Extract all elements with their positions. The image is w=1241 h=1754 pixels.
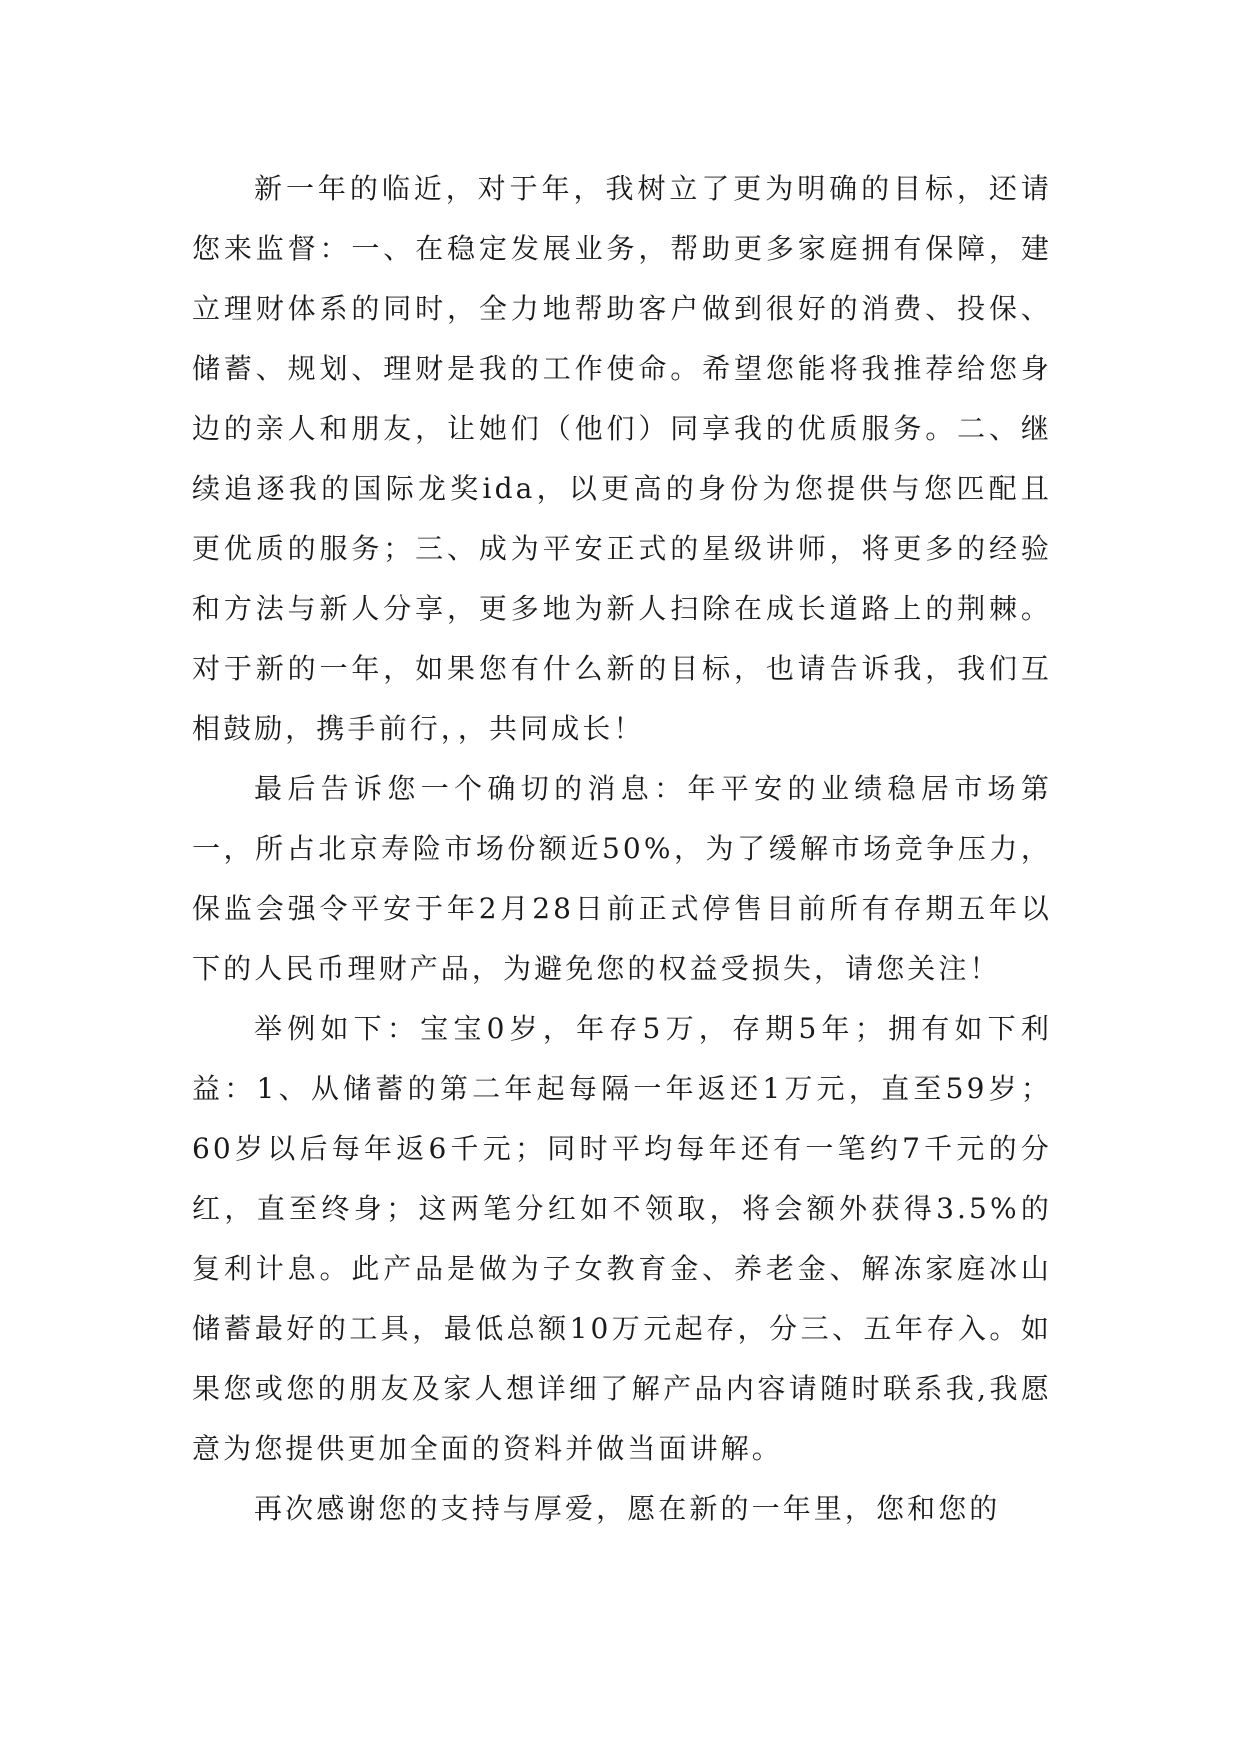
document-body [192, 159, 1052, 1539]
paragraph-goals: 新一年的临近，对于年，我树立了更为明确的目标，还请您来监督：一、在稳定发展业务，帮助更多家庭拥有保障，建立理财体系的同时，全力地帮助客户做到很好的消费、投保、储蓄、规划、理财是我的工作使命。希望您能将我推荐给您身边的亲人和朋友，让她们（他们）同享我的优质服务。二、继续追逐我的国际龙奖ida，以更高的身份为您提供与您匹配且更优质的服务；三、成为平安正式的星级讲师，将更多的经验和方法与新人分享，更多地为新人扫除在成长道路上的荆棘。对于新的一年，如果您有什么新的目标，也请告诉我，我们互相鼓励，携手前行，，共同成长！ [192, 172, 1052, 745]
paragraph-example: 举例如下：宝宝0岁，年存5万，存期5年；拥有如下利益：1、从储蓄的第二年起每隔一年返还1万元，直至59岁；60岁以后每年返6千元；同时平均每年还有一笔约7千元的分红，直至终身；这两笔分红如不领取，将会额外获得3.5%的复利计息。此产品是做为子女教育金、养老金、解冻家庭冰山储蓄最好的工具，最低总额10万元起存，分三、五年存入。如果您或您的朋友及家人想详细了解产品内容请随时联系我,我愿意为您提供更加全面的资料并做当面讲解。 [192, 1012, 1052, 1465]
paragraph-news: 最后告诉您一个确切的消息：年平安的业绩稳居市场第一，所占北京寿险市场份额近50%，为了缓解市场竞争压力，保监会强令平安于年2月28日前正式停售目前所有存期五年以下的人民币理财产品，为避免您的权益受损失，请您关注！ [192, 772, 1052, 985]
paragraph-thanks: 再次感谢您的支持与厚爱，愿在新的一年里，您和您的 [254, 1492, 1001, 1525]
